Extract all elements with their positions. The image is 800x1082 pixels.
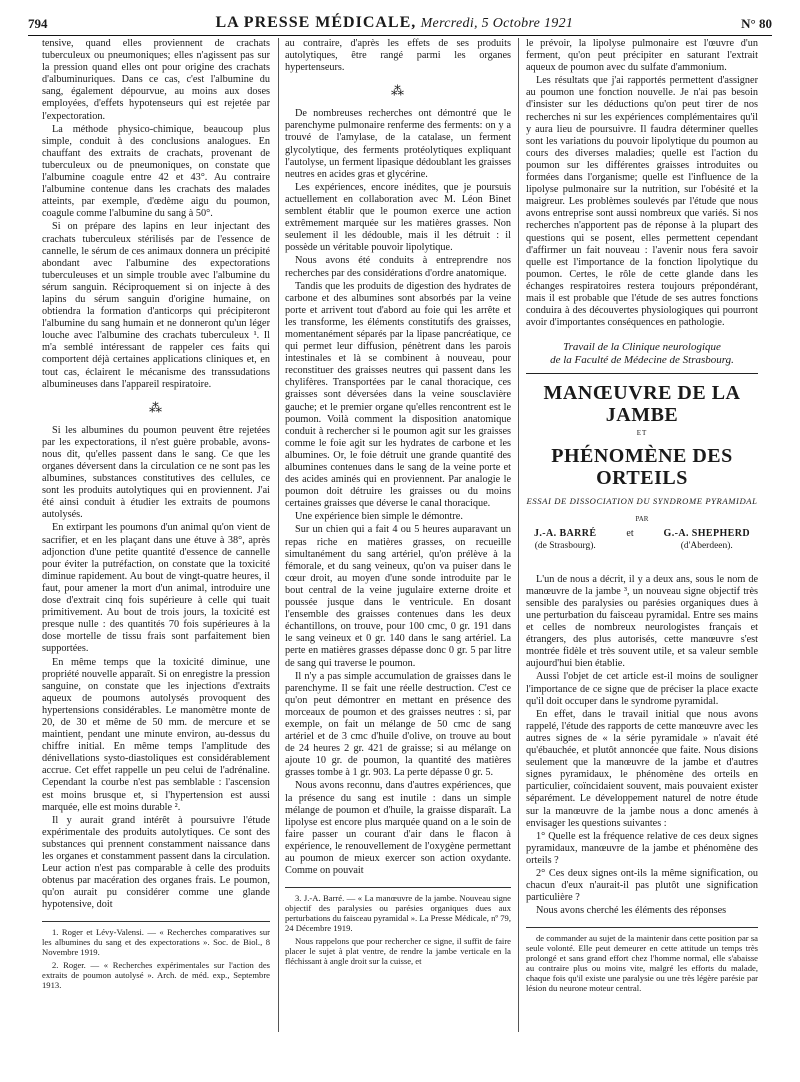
column-divider xyxy=(278,38,279,1032)
footnote: Nous rappelons que pour rechercher ce signe, il suffit de faire placer le sujet à plat ventre, de rendre la jambe verticale en la fléchissant à angle droit sur la cuisse, et xyxy=(285,936,511,967)
footnote: de commander au sujet de la maintenir dans cette position par sa seule volonté. Elle peut demeurer en cette attitude un temps très prolongé et sans grand effort chez l'homme normal, elle s'abaisse au contraire plus ou moins vite, malgré les efforts du malade, chaque fois qu'il existe une paralysie ou une très légère parésie par lésion du neurone moteur central. xyxy=(526,933,758,994)
paragraph: En effet, dans le travail initial que nous avons rappelé, l'étude des rapports de cette manœuvre avec les autres signes de « la série pyramidale » n'avait été qu'ébauchée, et plutôt annoncée que faite. Nous disions seulement que la manœuvre de la jambe et d'autres signes pyramidaux, le phénomène des orteils en particulier, coïncidaient souvent, mais pouvaient exister séparément. Le développement naturel de notre étude sur la manœuvre de la jambe nous a donc amenés à envisager les questions suivantes : xyxy=(526,708,758,829)
paragraph: Aussi l'objet de cet article est-il moins de souligner l'importance de ce signe que de préciser la place exacte qu'il doit occuper dans le syndrome pyramidal. xyxy=(526,671,758,707)
origin-line: Travail de la Clinique neurologique xyxy=(563,341,721,354)
issue-number: N° 80 xyxy=(741,16,772,31)
footnotes xyxy=(42,921,270,990)
paragraph: au contraire, d'après les effets de ses produits autolytiques, être rangé parmi les organes hypertenseurs. xyxy=(285,38,511,74)
paragraph: De nombreuses recherches ont démontré que le parenchyme pulmonaire renferme des ferments: on y a trouvé de l'amylase, de la catalase, un ferment glycolytique, des ferments protéolytiques expliquant l'autolyse, un ferment lipasique dédoublant les graisses neutres en acides gras et glycérine. xyxy=(285,108,511,180)
author-affiliation: (de Strasbourg). xyxy=(534,540,596,551)
paragraph: Sur un chien qui a fait 4 ou 5 heures auparavant un repas riche en matières grasses, on recueille simultanément du sang artériel, qu'on prélève à la fémorale, et du sang veineux, qu'on va puiser dans le cœur droit, au moyen d'une sonde introduite par le bout central de la veine jugulaire externe droite et poussée jusque dans le ventricule. En dosant l'ensemble des graisses contenues dans les deux échantillons, on trouve, pour 100 cmc, 0 gr. 191 dans le sang veineux et 0 gr. 140 dans le sang artériel. La perte en matières grasses dépasse donc 0 gr. 5 par litre de sang qui traverse le poumon. xyxy=(285,524,511,669)
paragraph: La méthode physico-chimique, beaucoup plus simple, conduit à des conclusions analogues. En chauffant des extraits de crachats, provenant de tuberculeux ou de pneumoniques, on constate que l'albumine coagule entre 42 et 43°. Au contraire l'albumine contenue dans les crachats des malades atteints, par exemple, d'œdème aigu du poumon, coagule comme l'albumine du sang à 50°. xyxy=(42,123,270,220)
paragraph: Les résultats que j'ai rapportés permettent d'assigner au poumon une fonction nouvelle. Je n'ai pas besoin d'insister sur les déductions qu'on peut tirer de nos recherches ni sur les expériences complémentaires qu'il y aura lieu de poursuivre. Il faudra déterminer quelles sont les variations du pouvoir lipolytique du poumon au cours des diverses maladies; quelle est l'action du poumon sur les différentes graisses introduites ou formées dans l'organisme; quelle est l'influence de la lipolyse pulmonaire sur la nutrition, sur l'obésité et la maigreur. Les problèmes soulevés par l'étude que nous avons entreprise sont aussi nombreux que variés. Si nos recherches n'apportent pas de réponse à la plupart des questions qui se posent, elles permettent cependant d'affirmer un fait nouveau : l'avenir nous fera savoir quelle est l'importance de la fonction lipolytique du poumon. Certes, le rôle de cette glande dans les échanges respiratoires restera toujours prépondérant, mais il est probable que l'étude de ses autres fonctions conduira à des découvertes physiologiques qui pourront avoir d'importantes conséquences en pathologie. xyxy=(526,75,758,329)
article-subtitle: ESSAI DE DISSOCIATION DU SYNDROME PYRAMIDAL xyxy=(526,496,758,507)
column-2 xyxy=(285,38,511,1074)
paragraph: Nous avons reconnu, dans d'autres expériences, que la présence du sang est inutile : dans un simple mélange de poumon et d'huile, la graisse disparaît. La lipolyse est encore plus marquée quand on a le soin de faire passer un courant d'air dans le flacon à expérience, le renouvellement de l'oxygène permettant au poumon de mieux exercer son action oxydante. Comme on pouvait xyxy=(285,780,511,877)
paragraph: Nous avons été conduits à entreprendre nos recherches par des considérations d'ordre anatomique. xyxy=(285,255,511,279)
footnotes xyxy=(285,887,511,966)
column-divider xyxy=(518,38,519,1032)
byline-par: PAR xyxy=(635,515,649,524)
journal-name: LA PRESSE MÉDICALE, xyxy=(215,14,417,31)
paragraph: Tandis que les produits de digestion des hydrates de carbone et des albumines sont absorbés par la veine porte et arrivent tout d'abord au foie qui les arrête et les transforme, les éléments constitutifs des graisses, momentanément séparés par la lipase pancréatique, ce qui permet leur diffusion, pénètrent dans les parois intestinales et là se combinent à nouveau, pour reconstituer des graisses neutres qui passent dans les chylifères. Transportées par le canal thoracique, ces graisses sont déversées dans la veine sousclavière gauche; et le premier organe qu'elles rencontrent est le poumon. Voilà comment la disposition anatomique conduit à rechercher si le poumon agit sur les graisses comme le foie agit sur les hydrates de carbone et les albumines. Or, le foie détruit une grande quantité des albumines contenues dans le sang de la veine porte et des acides aminés qui en proviennent. Par analogie le poumon doit détruire les graisses ou du moins certaines graisses que déverse le canal thoracique. xyxy=(285,280,511,510)
authors-conjunction: et xyxy=(626,527,634,539)
paragraph: tensive, quand elles proviennent de crachats tuberculeux ou pneumoniques; elles n'agissent pas sur la pression quand elles ont pour origine des crachats d'albuminuriques. Dans ce cas, c'est l'albumine du sang, également dépourvue, au moins aux doses employées, d'effets hypotenseurs qui est rejetée par l'expectoration. xyxy=(42,38,270,122)
author xyxy=(534,528,596,552)
article-origin xyxy=(526,341,758,367)
author-name: J.-A. BARRÉ xyxy=(534,527,597,539)
paragraph: 2° Ces deux signes ont-ils la même signification, ou chacun d'eux n'aurait-il pas plutôt une signification particulière ? xyxy=(526,867,758,904)
journal-masthead xyxy=(215,14,573,32)
origin-line: de la Faculté de Médecine de Strasbourg. xyxy=(550,354,734,367)
article-rule xyxy=(526,373,758,374)
paragraph: Il y aurait grand intérêt à poursuivre l'étude expérimentale des produits autolytiques. Ce sont des substances qui prennent constamment naissance dans les organes et constamment passent dans la circulation. Leur action n'est pas comparable à celle des produits obtenus par macération des organes frais. Le poumon, qu'on aurait pu considérer comme une glande hypotensive, doit xyxy=(42,814,270,911)
paragraph: Si on prépare des lapins en leur injectant des crachats tuberculeux stérilisés par de l'essence de cannelle, le sérum de ces animaux donnera un précipité abondant avec l'albumine des expectorations tuberculeuses et un simple trouble avec l'albumine du sérum sanguin. Réciproquement si on injecte à des lapins du sérum sanguin d'origine humaine, on obtiendra la formation d'anticorps qui précipiteront l'albumine du sang humain et ne donneront qu'un léger louche avec l'albumine des crachats tuberculeux ¹. Il m'a semblé intéressant de rappeler ces faits qui comportent déjà certaines applications cliniques et, en tout cas, éclairent le mécanisme des transsudations albumineuses dans l'appareil respiratoire. xyxy=(42,221,270,390)
footnote: 3. J.-A. Barré. — « La manœuvre de la jambe. Nouveau signe objectif des paralysies ou parésies organiques dues aux perturbations du faisceau pyramidal ». La Presse Médicale, nº 79, 24 Décembre 1919. xyxy=(285,893,511,934)
paragraph: 1° Quelle est la fréquence relative de ces deux signes pyramidaux, manœuvre de la jambe et phénomène des orteils ? xyxy=(526,830,758,866)
paragraph: L'un de nous a décrit, il y a deux ans, sous le nom de manœuvre de la jambe ³, un nouveau signe objectif très sensible des paralysies ou parésies organiques dues à une perturbation du faisceau pyramidal. Entre ses mains et celles de nombreux neurologistes français et étrangers, des plus autorisés, cette manœuvre s'est montrée fidèle et très souvent utile, et sa valeur semble aujourd'hui bien établie. xyxy=(526,573,758,670)
section-asterism: ⁂ xyxy=(149,399,163,415)
paragraph: Nous avons cherché les éléments des réponses xyxy=(536,905,727,917)
footnote: 1. Roger et Lévy-Valensi. — « Recherches comparatives sur les albumines du sang et des expectorations ». Soc. de Biol., 8 Novembre 1919. xyxy=(42,927,270,958)
title-conjunction: ET xyxy=(636,429,648,438)
author-affiliation: (d'Aberdeen). xyxy=(680,540,733,551)
column-1 xyxy=(42,38,270,1074)
paragraph: En même temps que la toxicité diminue, une propriété nouvelle apparaît. Si on enregistre la pression sanguine, on constate que les injections d'extraits aqueux de poumons autolysés provoquent des hypertensions considérables. Le manomètre monte de 20, de 30 et même de 50 mm. de mercure et se maintient, pendant une minute environ, au-dessus du chiffre initial. En même temps l'amplitude des dénivellations systo-diastoliques est considérablement accrue. Cet effet rappelle un peu celui de l'adrénaline. Cependant la courbe n'est pas semblable : l'ascension est moins brusque et, si l'hypertension est aussi marquée, elle est moins durable ². xyxy=(42,656,270,813)
column-3 xyxy=(526,38,758,1074)
paragraph: En extirpant les poumons d'un animal qu'on vient de sacrifier, et en les plaçant dans une étuve à 38°, après adjonction d'une petite quantité d'essence de cannelle pour éviter la putréfaction, on constate que la toxicité diminue rapidement. Au bout de vingt-quatre heures, il faut, pour amener la mort d'un animal, introduire une dose d'extrait cinq fois supérieure à celle qui tuait primitivement. Au bout de trois jours, la toxicité est presque nulle : des quantités 70 fois supérieures à la dose mortelle de tissu frais sont parfaitement bien supportées. xyxy=(42,522,270,655)
article-title: MANŒUVRE DE LA JAMBE xyxy=(543,382,741,427)
section-asterism: ⁂ xyxy=(391,83,405,99)
footnotes xyxy=(526,927,758,993)
article-title-2: PHÉNOMÈNE DES ORTEILS xyxy=(551,445,733,490)
paragraph: le prévoir, la lipolyse pulmonaire est l'œuvre d'un ferment, qu'on peut précipiter en saturant l'extrait aqueux de poumon avec du sulfate d'ammonium. xyxy=(526,38,758,74)
footnote: 2. Roger. — « Recherches expérimentales sur l'action des extraits de poumon autolysé ». Arch. de méd. exp., Septembre 1913. xyxy=(42,960,270,991)
paragraph: Les expériences, encore inédites, que je poursuis actuellement en collaboration avec M. Léon Binet semblent établir que le poumon exerce une action extrêmement marquée sur les matières grasses. Non seulement il les dédouble, mais il les détruit : il possède un véritable pouvoir lipolytique. xyxy=(285,181,511,254)
page-header xyxy=(28,6,772,36)
issue-date: Mercredi, 5 Octobre 1921 xyxy=(420,16,574,31)
paragraph: Il n'y a pas simple accumulation de graisses dans le parenchyme. Il se fait une réelle destruction. C'est ce qu'on peut démontrer en mettant en présence des morceaux de poumon et des graisses neutres : si, par exemple, on fait un mélange de 50 cmc de sang artériel et de 3 cmc d'huile d'olive, on trouve au bout de 24 heures 2 gr. 421 de graisse; si au mélange on ajoute 10 gr. de poumon, la quantité des matières grasses tombe à 1 gr. 903. La perte dépasse 0 gr. 5. xyxy=(285,670,511,779)
author xyxy=(664,528,750,552)
authors xyxy=(534,528,750,552)
author-name: G.-A. SHEPHERD xyxy=(663,527,750,539)
spacer xyxy=(526,552,758,574)
page-number: 794 xyxy=(28,16,48,31)
paragraph: Une expérience bien simple le démontre. xyxy=(295,511,463,523)
paragraph: Si les albumines du poumon peuvent être rejetées par les expectorations, il n'est guère probable, avons-nous dit, qu'elles passent dans le sang. Ce que les organes déversent dans la circulation ce ne sont pas les albumines, substances constitutives des cellules, ce sont les produits autolytiques qui en proviennent. J'ai été ainsi conduit à étudier les extraits de poumons autolysés. xyxy=(42,424,270,521)
